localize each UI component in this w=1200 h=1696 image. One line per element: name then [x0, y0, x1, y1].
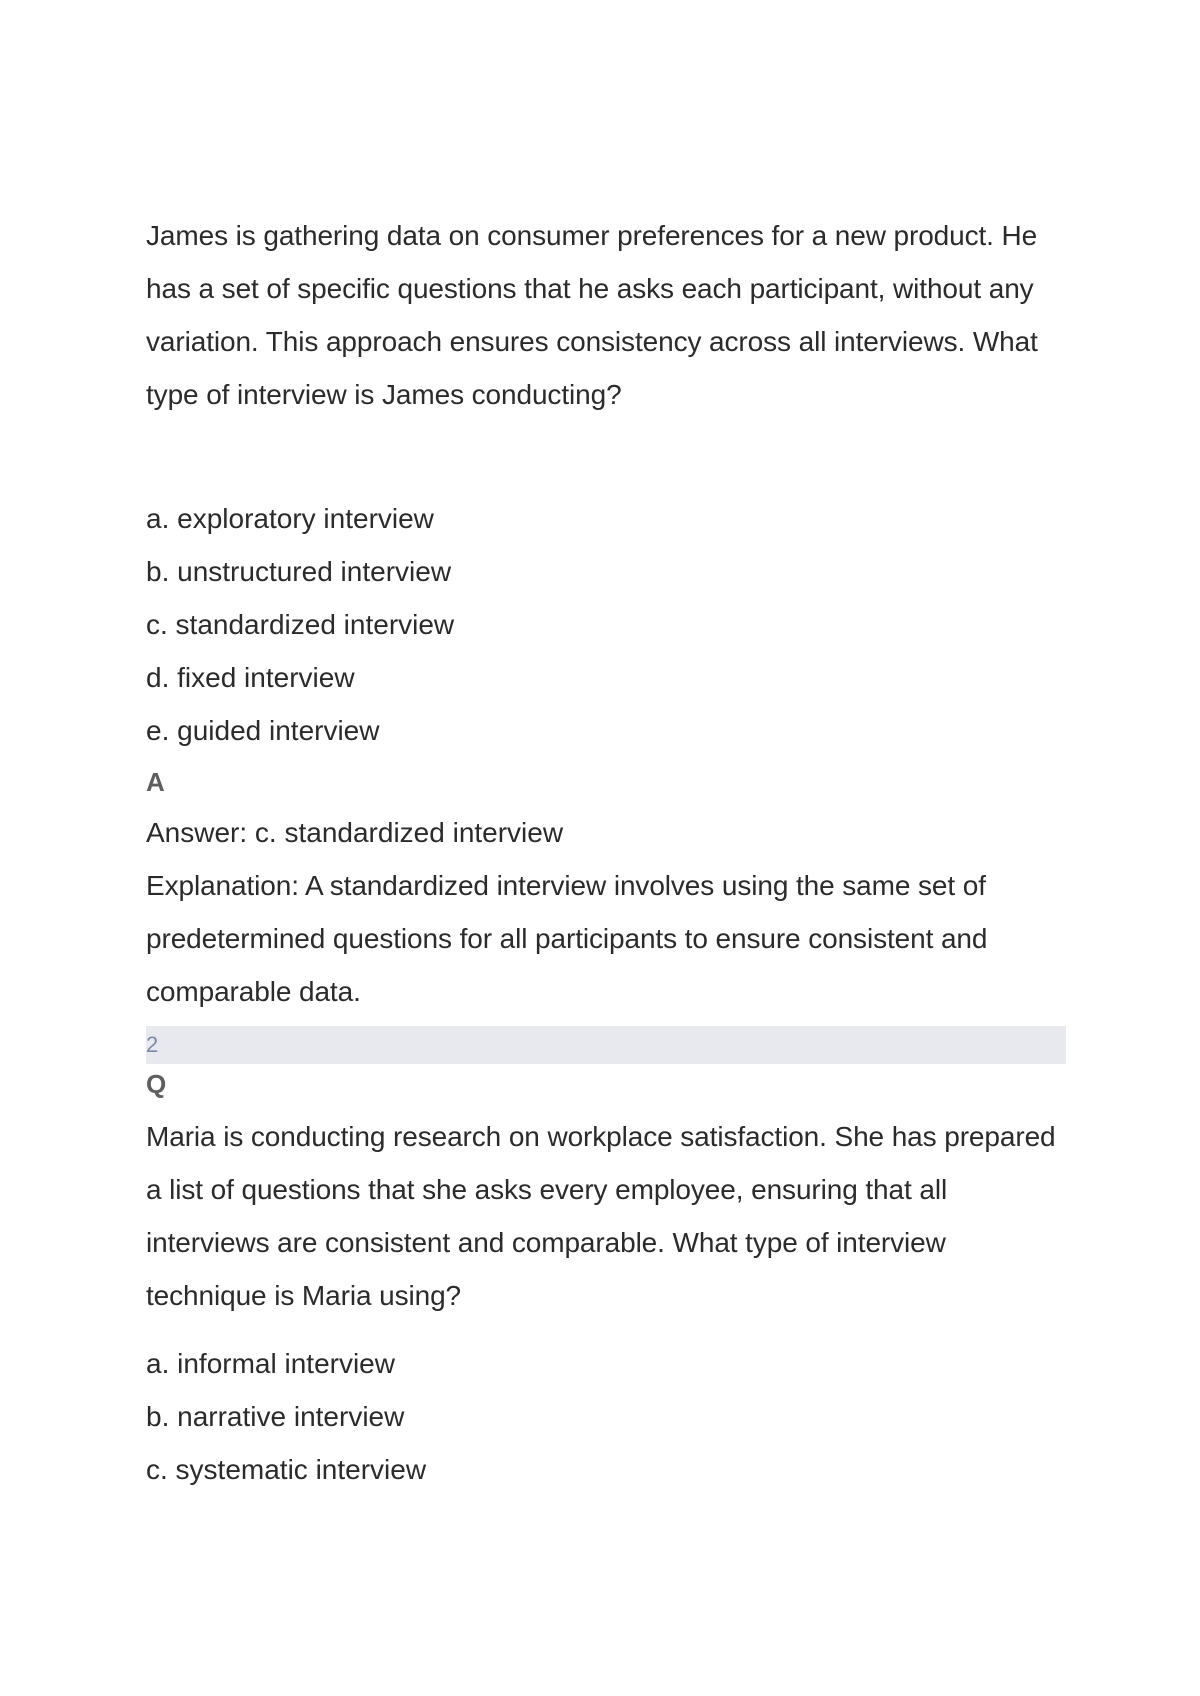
option-d: d. fixed interview — [146, 662, 355, 693]
option-b: b. unstructured interview — [146, 556, 452, 587]
option-b: b. narrative interview — [146, 1401, 405, 1432]
question-divider — [146, 1026, 1066, 1064]
option-a: a. exploratory interview — [146, 503, 434, 534]
option-c: c. standardized interview — [146, 609, 455, 640]
question-marker: Q — [146, 1069, 167, 1099]
option-a: a. informal interview — [146, 1348, 395, 1379]
question-number: 2 — [146, 1032, 159, 1057]
option-c: c. systematic interview — [146, 1454, 427, 1485]
answer-text: Answer: c. standardized interview — [146, 817, 564, 848]
explanation-text: Explanation: A standardized interview involves using the same set of predetermined questions for all participants to ensure consistent and comparable data. — [146, 870, 988, 1007]
question-1-text: James is gathering data on consumer preferences for a new product. He has a set of specific questions that he asks each participant, without any variation. This approach ensures consistency across all interviews. What type of interview is James conducting? — [146, 220, 1038, 410]
option-e: e. guided interview — [146, 715, 380, 746]
answer-marker: A — [146, 767, 165, 797]
question-2-text: Maria is conducting research on workplace satisfaction. She has prepared a list of questions that she asks every employee, ensuring that all interviews are consistent and comparable. What type of interview technique is Maria using? — [146, 1121, 1056, 1311]
